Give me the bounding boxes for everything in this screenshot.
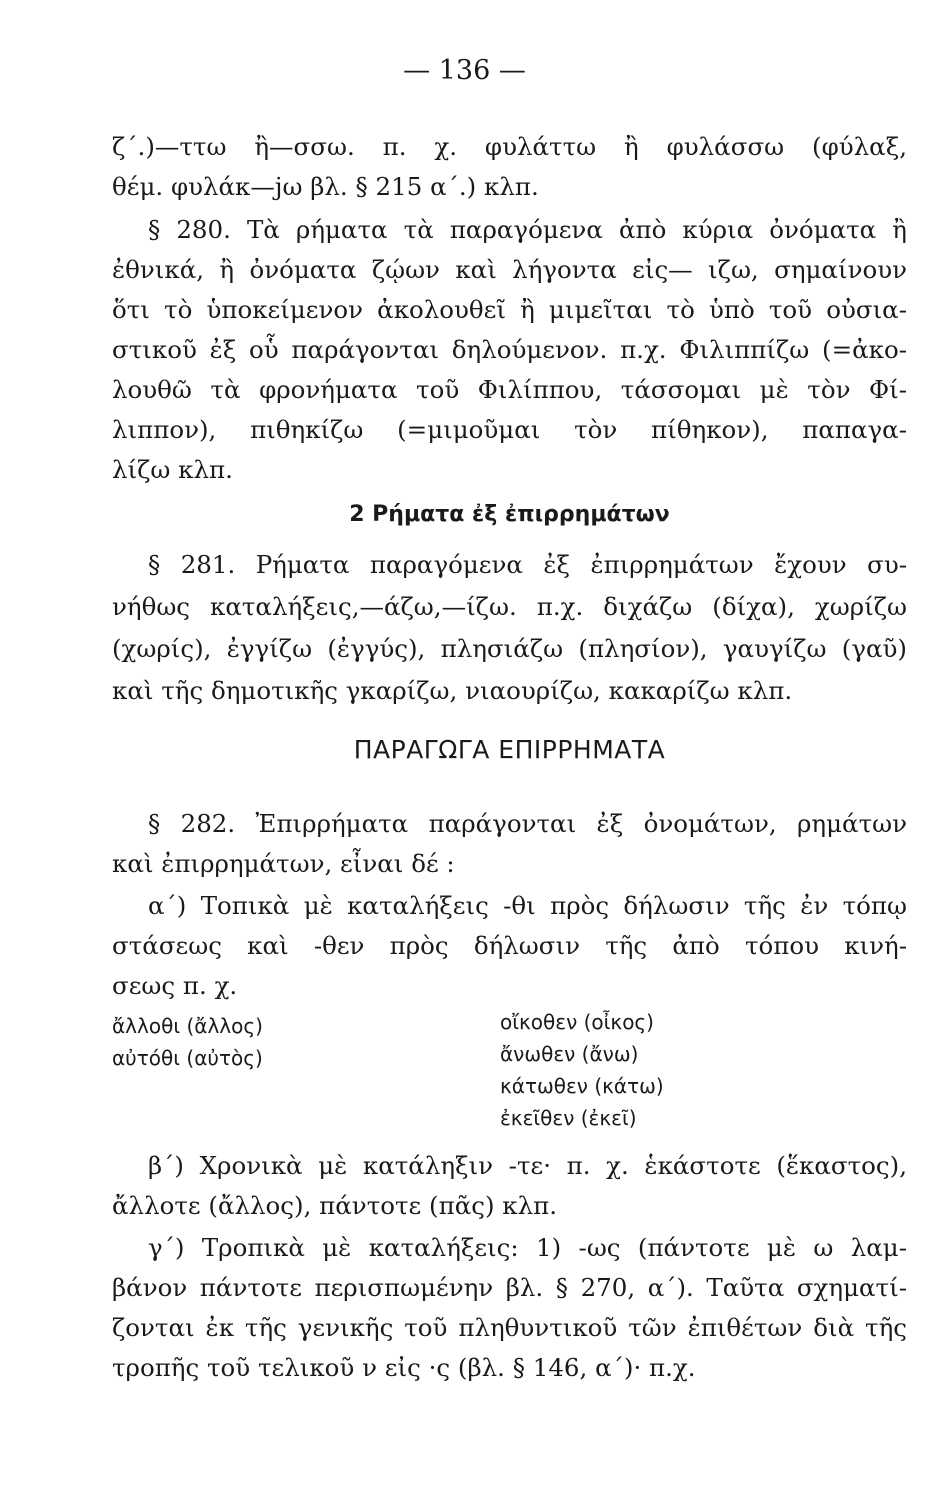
item-a-start: α΄) Τοπικὰ μὲ καταλήξεις -θι πρὸς δήλωσιν τῆς ἐν τόπῳ — [148, 891, 907, 920]
item-b-start: β΄) Χρονικὰ μὲ κατάληξιν -τε· π. χ. ἑκάστοτε (ἕκαστος), — [148, 1151, 907, 1180]
example-word: κάτωθεν (κάτω) — [500, 1074, 664, 1098]
examples-right-column — [500, 1006, 664, 1134]
text-line: θέμ. φυλάκ—jω βλ. § 215 α΄.) κλπ. — [112, 172, 539, 201]
text-line: στάσεως καὶ -θεν πρὸς δήλωσιν τῆς ἀπὸ τόπου κινή- — [112, 931, 907, 960]
paragraph-281-start: § 281. Ρήματα παραγόμενα ἐξ ἐπιρρημάτων ἔχουν συ- — [148, 550, 907, 579]
item-c-start: γ΄) Τροπικὰ μὲ καταλήξεις: 1) -ως (πάντοτε μὲ ω λαμ- — [148, 1233, 907, 1262]
example-word: αὐτόθι (αὐτὸς) — [112, 1046, 263, 1070]
text-line: ἄλλοτε (ἄλλος), πάντοτε (πᾶς) κλπ. — [112, 1191, 558, 1220]
text-line: νήθως καταλήξεις,—άζω,—ίζω. π.χ. διχάζω (δίχα), χωρίζω — [112, 592, 907, 621]
paragraph-280-start: § 280. Τὰ ρήματα τὰ παραγόμενα ἀπὸ κύρια ὀνόματα ἢ — [148, 215, 907, 244]
text-line: λιππον), πιθηκίζω (=μιμοῦμαι τὸν πίθηκον), παπαγα- — [112, 415, 907, 444]
section-heading: 2 Ρήματα ἐξ ἐπιρρημάτων — [349, 502, 670, 527]
chapter-heading: ΠΑΡΑΓΩΓΑ ΕΠΙΡΡΗΜΑΤΑ — [353, 735, 666, 764]
text-line: λίζω κλπ. — [112, 455, 233, 484]
text-line: λουθῶ τὰ φρονήματα τοῦ Φιλίππου, τάσσομαι μὲ τὸν Φί- — [112, 375, 907, 404]
text-line: βάνον πάντοτε περισπωμένην βλ. § 270, α΄). Ταῦτα σχηματί- — [112, 1273, 907, 1302]
text-line: καὶ τῆς δημοτικῆς γκαρίζω, νιαουρίζω, κακαρίζω κλπ. — [112, 676, 793, 705]
text-line: σεως π. χ. — [112, 971, 238, 1000]
text-line: ζ΄.)—ττω ἢ—σσω. π. χ. φυλάττω ἢ φυλάσσω (φύλαξ, — [112, 132, 907, 161]
example-word: ἄνωθεν (ἄνω) — [500, 1042, 639, 1066]
example-word: ἐκεῖθεν (ἐκεῖ) — [500, 1106, 637, 1130]
text-line: ζονται ἐκ τῆς γενικῆς τοῦ πληθυντικοῦ τῶν ἐπιθέτων διὰ τῆς — [112, 1313, 907, 1342]
example-word: ἄλλοθι (ἄλλος) — [112, 1014, 263, 1038]
text-line: ἐθνικά, ἢ ὀνόματα ζῴων καὶ λήγοντα εἰς— ιζω, σημαίνουν — [112, 255, 907, 284]
text-line: στικοῦ ἐξ οὗ παράγονται δηλούμενον. π.χ. Φιλιππίζω (=ἀκο- — [112, 335, 907, 364]
text-line: καὶ ἐπιρρημάτων, εἶναι δέ : — [112, 849, 455, 878]
text-line: τροπῆς τοῦ τελικοῦ ν εἰς ·ς (βλ. § 146, α΄)· π.χ. — [112, 1353, 696, 1382]
paragraph-282-start: § 282. Ἐπιρρήματα παράγονται ἐξ ὀνομάτων, ρημάτων — [148, 809, 907, 838]
example-word: οἴκοθεν (οἶκος) — [500, 1010, 654, 1034]
text-line: (χωρίς), ἐγγίζω (ἐγγύς), πλησιάζω (πλησίον), γαυγίζω (γαῦ) — [112, 634, 907, 663]
text-line: ὅτι τὸ ὑποκείμενον ἀκολουθεῖ ἢ μιμεῖται τὸ ὑπὸ τοῦ οὐσια- — [112, 295, 907, 324]
page-number: — 136 — — [403, 55, 526, 86]
examples-left-column — [112, 1010, 263, 1074]
